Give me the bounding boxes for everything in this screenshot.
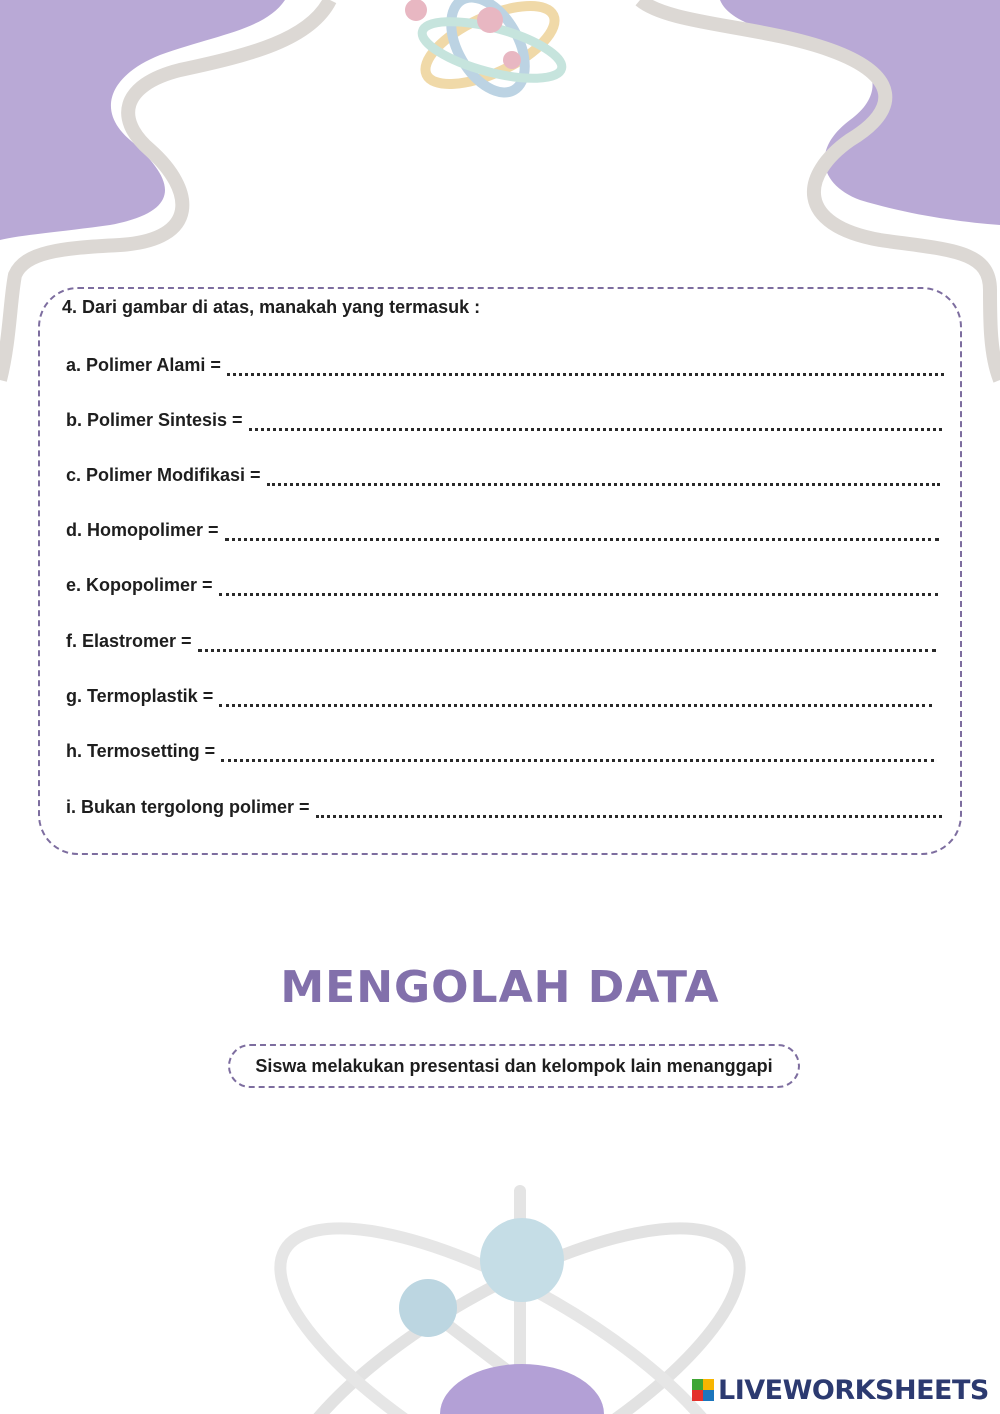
- answer-input-polimer-sintesis[interactable]: [249, 408, 942, 431]
- answer-input-bukan-polimer[interactable]: [316, 795, 942, 818]
- question-title: 4. Dari gambar di atas, manakah yang termasuk :: [62, 297, 481, 317]
- answer-label: e. Kopopolimer =: [66, 575, 213, 595]
- answer-input-homopolimer[interactable]: [225, 518, 939, 541]
- answer-label: i. Bukan tergolong polimer =: [66, 797, 310, 817]
- section-heading: MENGOLAH DATA: [280, 962, 720, 1013]
- instruction-box: [228, 1044, 800, 1088]
- answer-row-kopopolimer: [66, 572, 938, 596]
- answer-input-kopopolimer[interactable]: [219, 573, 938, 596]
- brand-name: LIVEWORKSHEETS: [718, 1374, 989, 1406]
- answer-label: d. Homopolimer =: [66, 520, 219, 540]
- answer-row-termosetting: [66, 738, 934, 762]
- answer-label: a. Polimer Alami =: [66, 355, 221, 375]
- brand-grid-icon: [692, 1379, 714, 1401]
- answer-row-termoplastik: [66, 683, 932, 707]
- answer-label: h. Termosetting =: [66, 741, 216, 761]
- answer-row-homopolimer: [66, 517, 939, 541]
- answer-label: c. Polimer Modifikasi =: [66, 465, 261, 485]
- top-left-blob: [0, 0, 285, 240]
- answer-label: b. Polimer Sintesis =: [66, 410, 243, 430]
- answer-input-termoplastik[interactable]: [219, 684, 932, 707]
- top-atom-icon: [405, 0, 567, 105]
- instruction-text: Siswa melakukan presentasi dan kelompok lain menanggapi: [255, 1055, 773, 1076]
- answer-row-polimer-alami: [66, 352, 944, 376]
- answer-row-polimer-sintesis: [66, 407, 942, 431]
- answer-label: g. Termoplastik =: [66, 686, 214, 706]
- answer-row-elastromer: [66, 628, 936, 652]
- answer-label: f. Elastromer =: [66, 631, 192, 651]
- answer-row-bukan-polimer: [66, 794, 942, 818]
- answer-row-polimer-modifikasi: [66, 462, 940, 486]
- brand-logo[interactable]: [692, 1374, 989, 1406]
- answer-input-termosetting[interactable]: [221, 739, 934, 762]
- answer-input-polimer-modifikasi[interactable]: [267, 463, 940, 486]
- answer-input-elastromer[interactable]: [198, 629, 936, 652]
- answer-input-polimer-alami[interactable]: [227, 353, 944, 376]
